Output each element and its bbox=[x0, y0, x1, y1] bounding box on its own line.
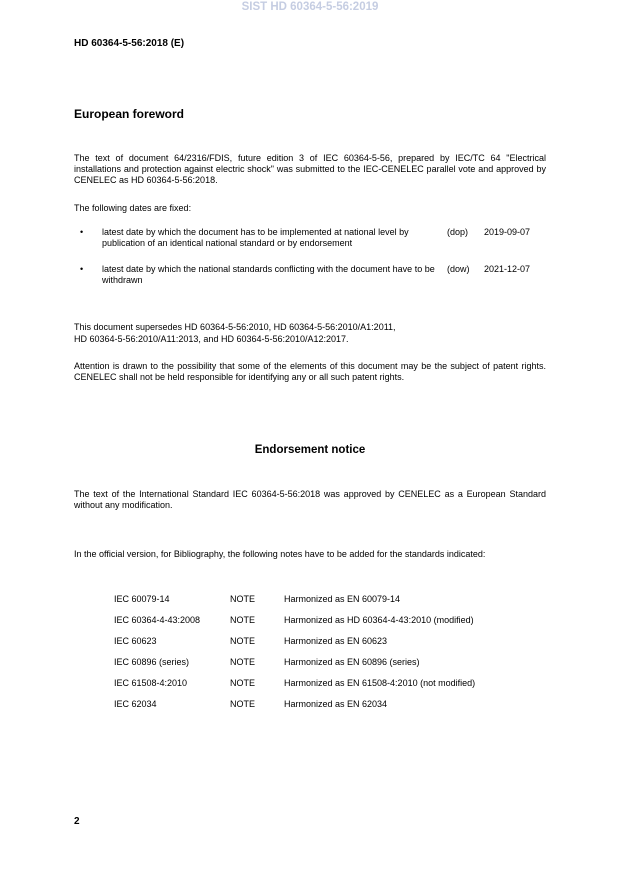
date-item-code: (dop) bbox=[447, 227, 469, 237]
patent-attention: Attention is drawn to the possibility that some of the elements of this document may be the subject of patent rights. CENELEC shall not be held responsible for identifying any or all such patent rights. bbox=[74, 361, 546, 382]
watermark: SIST HD 60364-5-56:2019 bbox=[241, 1, 379, 13]
note-label: NOTE bbox=[230, 657, 256, 667]
note-standard: IEC 60623 bbox=[114, 636, 157, 646]
endorsement-text: The text of the International Standard IEC 60364-5-56:2018 was approved by CENELEC as a European Standard without any modification. bbox=[74, 489, 546, 510]
date-item-date: 2021-12-07 bbox=[484, 264, 531, 274]
note-text: Harmonized as EN 60896 (series) bbox=[284, 657, 420, 667]
note-standard: IEC 62034 bbox=[114, 699, 157, 709]
date-item-date: 2019-09-07 bbox=[484, 227, 531, 237]
supersedes-line-2: HD 60364-5-56:2010/A11:2013, and HD 60364-5-56:2010/A12:2017. bbox=[74, 334, 349, 344]
bullet: • bbox=[80, 227, 84, 237]
note-standard: IEC 60079-14 bbox=[114, 594, 170, 604]
foreword-intro: The text of document 64/2316/FDIS, future edition 3 of IEC 60364-5-56, prepared by IEC/TC 64 "Electrical installations and protection against electric shock" was submitted to the IEC-CENELEC parallel vote and approved by CENELEC as HD 60364-5-56:2018. bbox=[74, 153, 546, 185]
bullet: • bbox=[80, 264, 84, 274]
note-text: Harmonized as EN 61508-4:2010 (not modified) bbox=[284, 678, 476, 688]
document-code: HD 60364-5-56:2018 (E) bbox=[74, 38, 185, 49]
supersedes-line-1: This document supersedes HD 60364-5-56:2010, HD 60364-5-56:2010/A1:2011, bbox=[74, 322, 396, 332]
page-number: 2 bbox=[74, 816, 80, 827]
note-text: Harmonized as EN 62034 bbox=[284, 699, 388, 709]
foreword-heading: European foreword bbox=[74, 107, 185, 121]
note-label: NOTE bbox=[230, 699, 256, 709]
date-item-code: (dow) bbox=[447, 264, 470, 274]
date-item-text: latest date by which the national standards conflicting with the document have to be withdrawn bbox=[102, 264, 435, 285]
note-label: NOTE bbox=[230, 636, 256, 646]
note-label: NOTE bbox=[230, 615, 256, 625]
note-label: NOTE bbox=[230, 678, 256, 688]
bibliography-intro: In the official version, for Bibliography, the following notes have to be added for the standards indicated: bbox=[74, 549, 486, 559]
note-label: NOTE bbox=[230, 594, 256, 604]
endorsement-heading: Endorsement notice bbox=[254, 444, 366, 456]
date-item-text: latest date by which the document has to be implemented at national level by publication of an identical national standard or by endorsement bbox=[102, 227, 409, 248]
note-standard: IEC 60896 (series) bbox=[114, 657, 190, 667]
note-standard: IEC 60364-4-43:2008 bbox=[114, 615, 201, 625]
note-text: Harmonized as EN 60079-14 bbox=[284, 594, 401, 604]
note-text: Harmonized as EN 60623 bbox=[284, 636, 388, 646]
dates-intro: The following dates are fixed: bbox=[74, 203, 192, 213]
note-text: Harmonized as HD 60364-4-43:2010 (modified) bbox=[284, 615, 474, 625]
note-standard: IEC 61508-4:2010 bbox=[114, 678, 188, 688]
